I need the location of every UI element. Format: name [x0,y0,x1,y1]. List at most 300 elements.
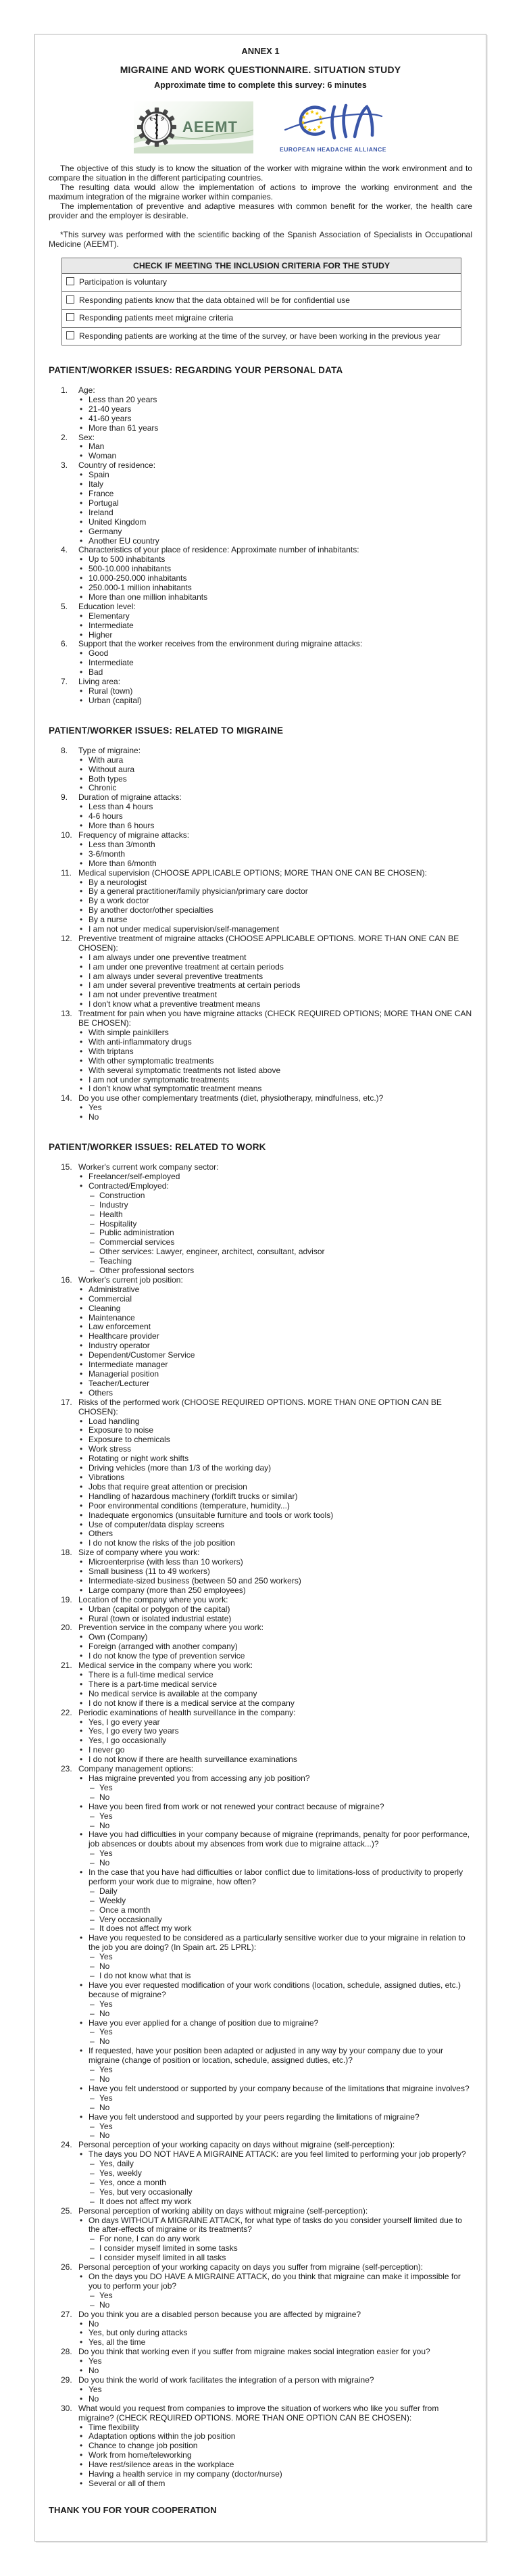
option-item [49,1897,472,1906]
option-item [49,1304,472,1314]
option-item [49,1859,472,1868]
option-label: Bad [89,667,103,677]
question-number: 21. [61,1661,72,1671]
question-item [49,2141,472,2150]
question-number: 29. [61,2375,72,2385]
option-label: No [99,2074,110,2084]
option-item [49,696,472,706]
option-label: Woman [89,451,117,461]
page-subtitle: Approximate time to complete this survey: 6 minutes [154,80,367,90]
intro-paragraph: The implementation of preventive and adaptive measures with common benefit for the worker, the health care provider and the employer is desirable. [49,201,472,220]
option-label: Yes [89,2356,102,2366]
option-item [49,396,472,405]
option-label: Intermediate [89,658,134,668]
question-number: 2. [61,432,68,442]
option-item [49,859,472,869]
option-label: Have you ever requested modification of your work conditions (location, schedule, assigned duties, etc.) because of migraine? [89,1980,461,1999]
option-item [49,2338,472,2347]
option-item [49,1511,472,1521]
option-label: Teacher/Lecturer [89,1378,150,1388]
question-item [49,1094,472,1103]
option-label: Have you had difficulties in your company because of migraine (reprimands, penalty for poor performance, job absences or doubts about my absences from work due to migraine attack...)? [89,1830,470,1849]
option-label: I am not under medical supervision/self-management [89,924,280,934]
question-number: 20. [61,1623,72,1633]
question-item [49,640,472,649]
option-label: On the days you DO HAVE A MIGRAINE ATTACK, do you think that migraine can make it impossible for you to perform your job? [89,2272,461,2291]
question-text: Personal perception of working ability on days without migraine (self-perception): [78,2205,368,2216]
option-label: No [89,2366,99,2376]
question-text: Characteristics of your place of residence: Approximate number of inhabitants: [78,545,359,555]
option-label: Inadequate ergonomics (unsuitable furniture and tools or work tools) [89,1510,334,1520]
option-item [49,1784,472,1793]
question-text: Education level: [78,601,136,611]
option-item [49,925,472,934]
question-item [49,1276,472,1285]
criteria-label: Responding patients know that the data obtained will be for confidential use [79,295,350,305]
criteria-checkbox[interactable] [66,295,74,304]
option-label: No [89,2393,99,2404]
option-label: Less than 20 years [89,394,157,404]
option-label: Vibrations [89,1472,125,1482]
question-item [49,2310,472,2320]
option-label: Yes [89,1103,102,1113]
option-item [49,1389,472,1398]
question-text: Periodic examinations of health surveillance in the company: [78,1707,296,1717]
option-label: Poor environmental conditions (temperature, humidity...) [89,1500,290,1510]
option-item [49,1774,472,1784]
option-label: Exposure to noise [89,1425,154,1435]
question-item [49,934,472,953]
question-item [49,1765,472,1774]
option-item [49,1076,472,1085]
option-item [49,565,472,574]
option-label: I do not know what that is [99,1971,191,1980]
option-label: Yes [99,1848,113,1859]
question-text: Worker's current job position: [78,1274,183,1285]
question-number: 13. [61,1009,72,1019]
option-item [49,1351,472,1360]
eha-monogram-icon [282,101,384,142]
option-label: I do not know the type of prevention service [89,1651,245,1661]
option-item [49,1483,472,1492]
option-item [49,1972,472,1981]
option-item [49,414,472,424]
option-label: Have you felt understood and supported by your peers regarding the limitations of migraine? [89,2112,420,2122]
option-label: By a work doctor [89,896,149,906]
question-text: Personal perception of your working capacity on days without migraine (self-perception): [78,2140,395,2150]
question-text: Do you use other complementary treatments (diet, physiotherapy, mindfulness, etc.)? [78,1093,384,1103]
question-number: 17. [61,1397,72,1407]
option-label: I consider myself limited in some tasks [99,2243,238,2253]
option-label: I do not know if there is a medical service at the company [89,1698,295,1708]
option-item [49,1492,472,1502]
criteria-checkbox[interactable] [66,331,74,339]
option-label: Yes [99,2027,113,2037]
option-label: If requested, have your position been adapted or adjusted in any way by your company due to your migraine (change of position or location, schedule, assigned duties, etc.)? [89,2046,443,2066]
option-label: I am not under symptomatic treatments [89,1074,230,1084]
option-label: Teaching [99,1256,132,1266]
option-label: With several symptomatic treatments not listed above [89,1065,281,1075]
option-label: On days WITHOUT A MIGRAINE ATTACK, for what type of tasks do you consider yourself limited due to the after-effects of migraine or its treatments? [89,2215,462,2235]
option-item [49,2047,472,2066]
option-label: Less than 3/month [89,839,155,849]
option-item [49,1266,472,1276]
option-item [49,915,472,925]
option-item [49,1718,472,1727]
option-label: Large company (more than 250 employees) [89,1585,246,1595]
option-item [49,1671,472,1680]
option-item [49,2028,472,2037]
criteria-checkbox[interactable] [66,313,74,321]
option-item [49,2441,472,2451]
option-item [49,1953,472,1962]
option-item [49,1962,472,1972]
option-label: No [99,2008,110,2018]
option-label: Yes, all the time [89,2337,146,2347]
question-text: Support that the worker receives from the environment during migraine attacks: [78,639,363,649]
option-item [49,756,472,765]
intro-text [49,164,472,220]
footnote: *This survey was performed with the scientific backing of the Spanish Association of Specialists in Occupational Medicine (AEEMT). [49,230,472,249]
question-item [49,1548,472,1558]
option-label: More than 6/month [89,858,157,868]
option-label: Without aura [89,764,135,774]
option-label: Have rest/silence areas in the workplace [89,2460,234,2470]
option-item [49,1426,472,1435]
option-item [49,2084,472,2094]
option-item [49,1435,472,1445]
question-number: 27. [61,2309,72,2319]
option-item [49,2000,472,2009]
question-item [49,677,472,687]
question-number: 26. [61,2262,72,2272]
option-item [49,2178,472,2188]
option-label: I never go [89,1745,125,1755]
option-item [49,887,472,897]
option-item [49,1379,472,1389]
option-item [49,1229,472,1238]
option-item [49,1727,472,1736]
option-item [49,2460,472,2470]
option-item [49,2291,472,2301]
option-label: Italy [89,479,104,490]
question-text: Do you think the world of work facilitates the integration of a person with migraine? [78,2375,374,2385]
question-number: 10. [61,830,72,840]
option-item [49,963,472,972]
question-text: Living area: [78,677,121,687]
option-label: Work from home/teleworking [89,2450,192,2460]
option-item [49,499,472,508]
criteria-label: Responding patients are working at the time of the survey, or have been working in the previous year [79,331,440,341]
option-item [49,1981,472,2000]
criteria-table-header: CHECK IF MEETING THE INCLUSION CRITERIA FOR THE STUDY [62,258,461,274]
option-item [49,508,472,518]
option-label: Less than 4 hours [89,802,153,812]
option-item [49,2169,472,2178]
option-label: With other symptomatic treatments [89,1055,214,1066]
option-item [49,1172,472,1182]
option-item [49,850,472,859]
option-label: There is a full-time medical service [89,1670,213,1679]
option-label: Freelancer/self-employed [89,1171,180,1181]
question-number: 7. [61,677,68,687]
option-label: Spain [89,470,109,480]
option-item [49,1084,472,1094]
criteria-row [62,328,461,345]
question-text: Preventive treatment of migraine attacks (CHOOSE APPLICABLE OPTIONS. MORE THAN ONE CAN BE CHOSEN): [78,933,459,953]
option-item [49,659,472,668]
option-item [49,612,472,621]
option-label: Have you been fired from work or not renewed your contract because of migraine? [89,1801,384,1811]
option-label: Yes [99,2290,113,2300]
option-item [49,518,472,527]
option-label: I do not know if there are health surveillance examinations [89,1755,297,1765]
option-item [49,1699,472,1709]
option-label: Urban (capital) [89,695,142,705]
option-item [49,1755,472,1765]
option-label: Industry operator [89,1341,150,1351]
option-label: Yes [99,2093,113,2103]
question-text: Prevention service in the company where you work: [78,1623,264,1633]
option-item [49,2432,472,2441]
option-item [49,1642,472,1652]
option-label: Use of computer/data display screens [89,1519,224,1529]
option-label: Yes [99,1999,113,2009]
question-text: Age: [78,385,95,395]
option-item [49,1201,472,1210]
option-item [49,1577,472,1586]
option-label: With simple painkillers [89,1028,169,1037]
option-label: I am always under several preventive treatments [89,971,263,981]
eha-logo [279,101,387,153]
question-item [49,602,472,612]
option-item [49,1000,472,1009]
option-label: Cleaning [89,1303,121,1313]
option-label: Contracted/Employed: [89,1180,169,1191]
option-item [49,1821,472,1831]
option-label: The days you DO NOT HAVE A MIGRAINE ATTACK: are you feel limited to performing your job properly? [89,2149,466,2160]
question-text: Do you think that working even if you suffer from migraine makes social integration easier for you? [78,2347,430,2357]
question-item [49,1163,472,1172]
option-item [49,981,472,991]
option-label: Healthcare provider [89,1331,159,1341]
option-item [49,555,472,565]
option-label: Yes, daily [99,2159,134,2169]
question-number: 1. [61,385,68,395]
option-item [49,1567,472,1577]
question-number: 6. [61,639,68,649]
option-label: Law enforcement [89,1322,151,1332]
option-item [49,1521,472,1530]
option-label: 3-6/month [89,849,126,859]
option-label: Small business (11 to 49 workers) [89,1567,210,1577]
option-label: Own (Company) [89,1632,148,1642]
question-number: 18. [61,1548,72,1558]
question-item [49,869,472,878]
option-label: Hospitality [99,1218,137,1229]
question-item [49,2207,472,2216]
option-item [49,2253,472,2263]
option-label: Public administration [99,1228,174,1238]
question-number: 5. [61,601,68,611]
question-text: Medical service in the company where you work: [78,1661,253,1671]
option-label: Weekly [99,1895,126,1905]
question-text: Do you think you are a disabled person because you are affected by migraine? [78,2309,361,2319]
option-label: No [99,2299,110,2310]
option-label: With triptans [89,1046,134,1056]
question-item [49,2263,472,2272]
question-number: 4. [61,545,68,555]
option-item [49,1473,472,1483]
option-item [49,2009,472,2019]
option-label: Others [89,1529,114,1539]
option-item [49,2470,472,2479]
question-number: 22. [61,1707,72,1717]
option-item [49,2075,472,2084]
question-item [49,461,472,471]
question-number: 14. [61,1093,72,1103]
question-number: 24. [61,2140,72,2150]
option-label: Rural (town) [89,686,133,696]
question-number: 11. [61,867,72,878]
option-label: With anti-inflammatory drugs [89,1036,192,1047]
option-label: Chance to change job position [89,2441,198,2451]
option-label: Yes [99,1782,113,1792]
intro-paragraph: The resulting data would allow the implementation of actions to improve the working environment and the maximum integration of the migraine worker within companies. [49,183,472,201]
question-text: Sex: [78,432,95,442]
option-item [49,2479,472,2489]
option-item [49,1454,472,1464]
option-label: Microenterprise (with less than 10 workers) [89,1557,243,1567]
eha-logo-caption: EUROPEAN HEADACHE ALLIANCE [279,146,387,153]
document-page [34,34,486,2542]
option-item [49,1341,472,1351]
option-item [49,1605,472,1615]
option-item [49,1736,472,1746]
option-label: Several or all of them [89,2478,166,2488]
option-item [49,1038,472,1047]
question-text: Company management options: [78,1764,194,1774]
option-item [49,1257,472,1266]
question-text: Treatment for pain when you have migraine attacks (CHECK REQUIRED OPTIONS; MORE THAN ONE CAN BE CHOSEN): [78,1009,472,1028]
criteria-label: Responding patients meet migraine criteria [79,313,234,323]
option-label: United Kingdom [89,517,147,527]
option-label: Jobs that require great attention or precision [89,1481,247,1492]
option-label: Intermediate manager [89,1360,168,1370]
option-item [49,765,472,775]
option-item [49,1746,472,1755]
option-label: I am under several preventive treatments at certain periods [89,980,301,991]
option-label: I do not know the risks of the job position [89,1538,235,1548]
option-label: Having a health service in my company (doctor/nurse) [89,2469,282,2479]
option-item [49,2066,472,2075]
inclusion-criteria-table [61,258,461,345]
option-item [49,906,472,915]
option-label: Yes [99,2121,113,2131]
question-item [49,546,472,555]
option-label: Another EU country [89,535,159,546]
option-item [49,1238,472,1247]
option-label: Commercial services [99,1237,175,1247]
option-label: Man [89,442,105,452]
option-item [49,1633,472,1642]
option-item [49,1417,472,1427]
option-item [49,1615,472,1624]
option-item [49,775,472,784]
option-label: No [99,2130,110,2141]
option-item [49,840,472,850]
option-label: Construction [99,1190,145,1200]
option-item [49,2113,472,2122]
option-label: I don't know what symptomatic treatment means [89,1084,262,1094]
option-item [49,1445,472,1454]
section-heading: PATIENT/WORKER ISSUES: RELATED TO MIGRAINE [49,725,284,736]
question-text: Medical supervision (CHOOSE APPLICABLE OPTIONS; MORE THAN ONE CAN BE CHOSEN): [78,867,427,878]
option-label: Chronic [89,783,117,793]
option-label: 10.000-250.000 inhabitants [89,573,187,583]
intro-paragraph: The objective of this study is to know the situation of the worker with migraine within the work environment and to compare the situation in the different participating countries. [49,164,472,183]
option-label: Intermediate [89,620,134,630]
option-label: I am under one preventive treatment at certain periods [89,961,284,972]
criteria-checkbox[interactable] [66,277,74,285]
option-item [49,668,472,677]
section-heading: PATIENT/WORKER ISSUES: REGARDING YOUR PERSONAL DATA [49,365,343,375]
question-item [49,793,472,803]
option-label: For none, I can do any work [99,2234,200,2244]
option-item [49,1247,472,1257]
option-label: Yes, I go occasionally [89,1736,166,1746]
question-text: Frequency of migraine attacks: [78,830,190,840]
option-item [49,490,472,499]
option-item [49,2357,472,2366]
option-label: No [99,1792,110,1802]
option-label: In the case that you have had difficulties or labor conflict due to limitations-loss of productivity to properly perform your work due to migraine, how often? [89,1867,463,1886]
option-item [49,812,472,821]
criteria-row [62,310,461,328]
question-item [49,746,472,756]
option-item [49,1652,472,1661]
gear-caduceus-icon [137,108,176,147]
option-item [49,2329,472,2338]
option-item [49,1370,472,1379]
question-number: 8. [61,745,68,755]
question-number: 25. [61,2205,72,2216]
question-item [49,831,472,840]
option-label: Have you felt understood or supported by your company because of the limitations that migraine involves? [89,2083,470,2093]
option-item [49,1360,472,1370]
question-number: 28. [61,2347,72,2357]
option-label: Have you ever applied for a change of position due to migraine? [89,2018,319,2028]
option-item [49,1322,472,1332]
question-text: Type of migraine: [78,745,141,755]
option-label: Handling of hazardous machinery (forklift trucks or similar) [89,1491,298,1501]
option-label: I am always under one preventive treatment [89,952,247,962]
option-label: There is a part-time medical service [89,1679,218,1689]
option-item [49,1849,472,1859]
option-item [49,897,472,906]
option-label: Have you requested to be considered as a particularly sensitive worker due to your migraine in relation to the job you are doing? (In Spain art. 25 LPRL): [89,1933,465,1953]
option-label: By a general practitioner/family physician/primary care doctor [89,886,308,897]
option-item [49,2188,472,2197]
question-item [49,2347,472,2357]
aeemt-logo [134,101,253,153]
option-item [49,2395,472,2404]
option-label: By a nurse [89,915,128,925]
option-item [49,2103,472,2113]
option-label: Maintenance [89,1312,135,1322]
option-item [49,1103,472,1113]
question-number: 3. [61,460,68,471]
